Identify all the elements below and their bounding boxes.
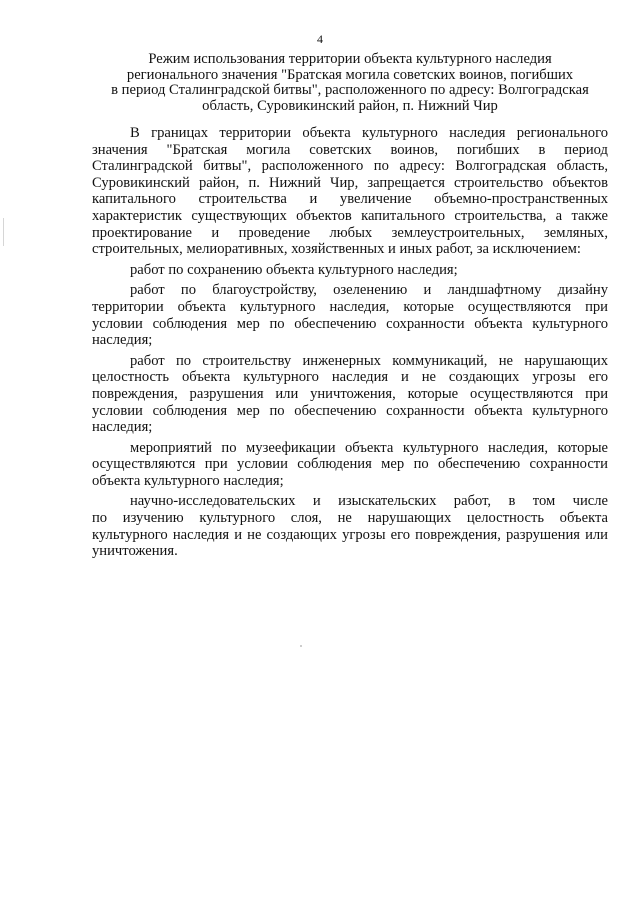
scan-speck <box>300 645 302 647</box>
paragraph-line: характеристик существующих объектов капитального строительства, а также <box>92 207 608 224</box>
body-paragraph <box>92 282 608 348</box>
paragraph-line: повреждения, разрушения или уничтожения, которые осуществляются при <box>92 385 608 402</box>
paragraph-line: наследия; <box>92 332 153 349</box>
document-title <box>100 52 600 114</box>
paragraph-line: проектирование и проведение любых землеустроительных, земляных, <box>92 224 608 241</box>
paragraph-line: осуществляются при условии соблюдения мер по обеспечению сохранности <box>92 456 608 473</box>
paragraph-line: научно-исследовательских и изыскательских работ, в том числе <box>130 493 608 510</box>
paragraph-line: работ по благоустройству, озеленению и ландшафтному дизайну <box>130 282 608 299</box>
scan-margin-mark <box>3 218 4 246</box>
title-line: регионального значения "Братская могила советских воинов, погибших <box>126 66 574 83</box>
paragraph-line: мероприятий по музеефикации объекта культурного наследия, которые <box>130 439 608 456</box>
paragraph-line: территории объекта культурного наследия, которые осуществляются при <box>92 298 608 315</box>
paragraph-line: Суровикинский район, п. Нижний Чир, запрещается строительство объектов <box>92 174 608 191</box>
paragraph-line: культурного наследия и не создающих угрозы его повреждения, разрушения или <box>92 526 608 543</box>
paragraph-line: условии соблюдения мер по обеспечению сохранности объекта культурного <box>92 402 608 419</box>
paragraph-line: условии соблюдения мер по обеспечению сохранности объекта культурного <box>92 315 608 332</box>
page-number: 4 <box>317 32 323 46</box>
title-line: в период Сталинградской битвы", расположенного по адресу: Волгоградская <box>111 82 589 98</box>
paragraph-line: строительных, мелиоративных, хозяйственных и иных работ, за исключением: <box>92 241 581 258</box>
body-paragraph <box>92 493 608 559</box>
body-paragraph <box>92 440 608 490</box>
paragraph-line: Сталинградской битвы", расположенного по адресу: Волгоградская область, <box>92 158 608 175</box>
paragraph-line: значения "Братская могила советских воинов, погибших в период <box>92 141 608 158</box>
paragraph-line: работ по строительству инженерных коммуникаций, не нарушающих <box>130 352 608 369</box>
body-paragraph <box>92 125 608 258</box>
document-body <box>92 125 608 564</box>
paragraph-line: В границах территории объекта культурного наследия регионального <box>130 125 608 141</box>
paragraph-line: по изучению культурного слоя, не нарушающих целостность объекта <box>92 510 608 527</box>
body-paragraph <box>92 262 608 279</box>
paragraph-line: работ по сохранению объекта культурного наследия; <box>130 261 458 278</box>
paragraph-line: уничтожения. <box>92 543 178 560</box>
paragraph-line: целостность объекта культурного наследия и не создающих угрозы его <box>92 369 608 386</box>
paragraph-line: объекта культурного наследия; <box>92 472 284 489</box>
paragraph-line: наследия; <box>92 419 153 436</box>
title-line: Режим использования территории объекта культурного наследия <box>148 51 552 67</box>
body-paragraph <box>92 353 608 436</box>
paragraph-line: капитального строительства и увеличение объемно-пространственных <box>92 191 608 208</box>
title-line: область, Суровикинский район, п. Нижний Чир <box>202 97 498 114</box>
